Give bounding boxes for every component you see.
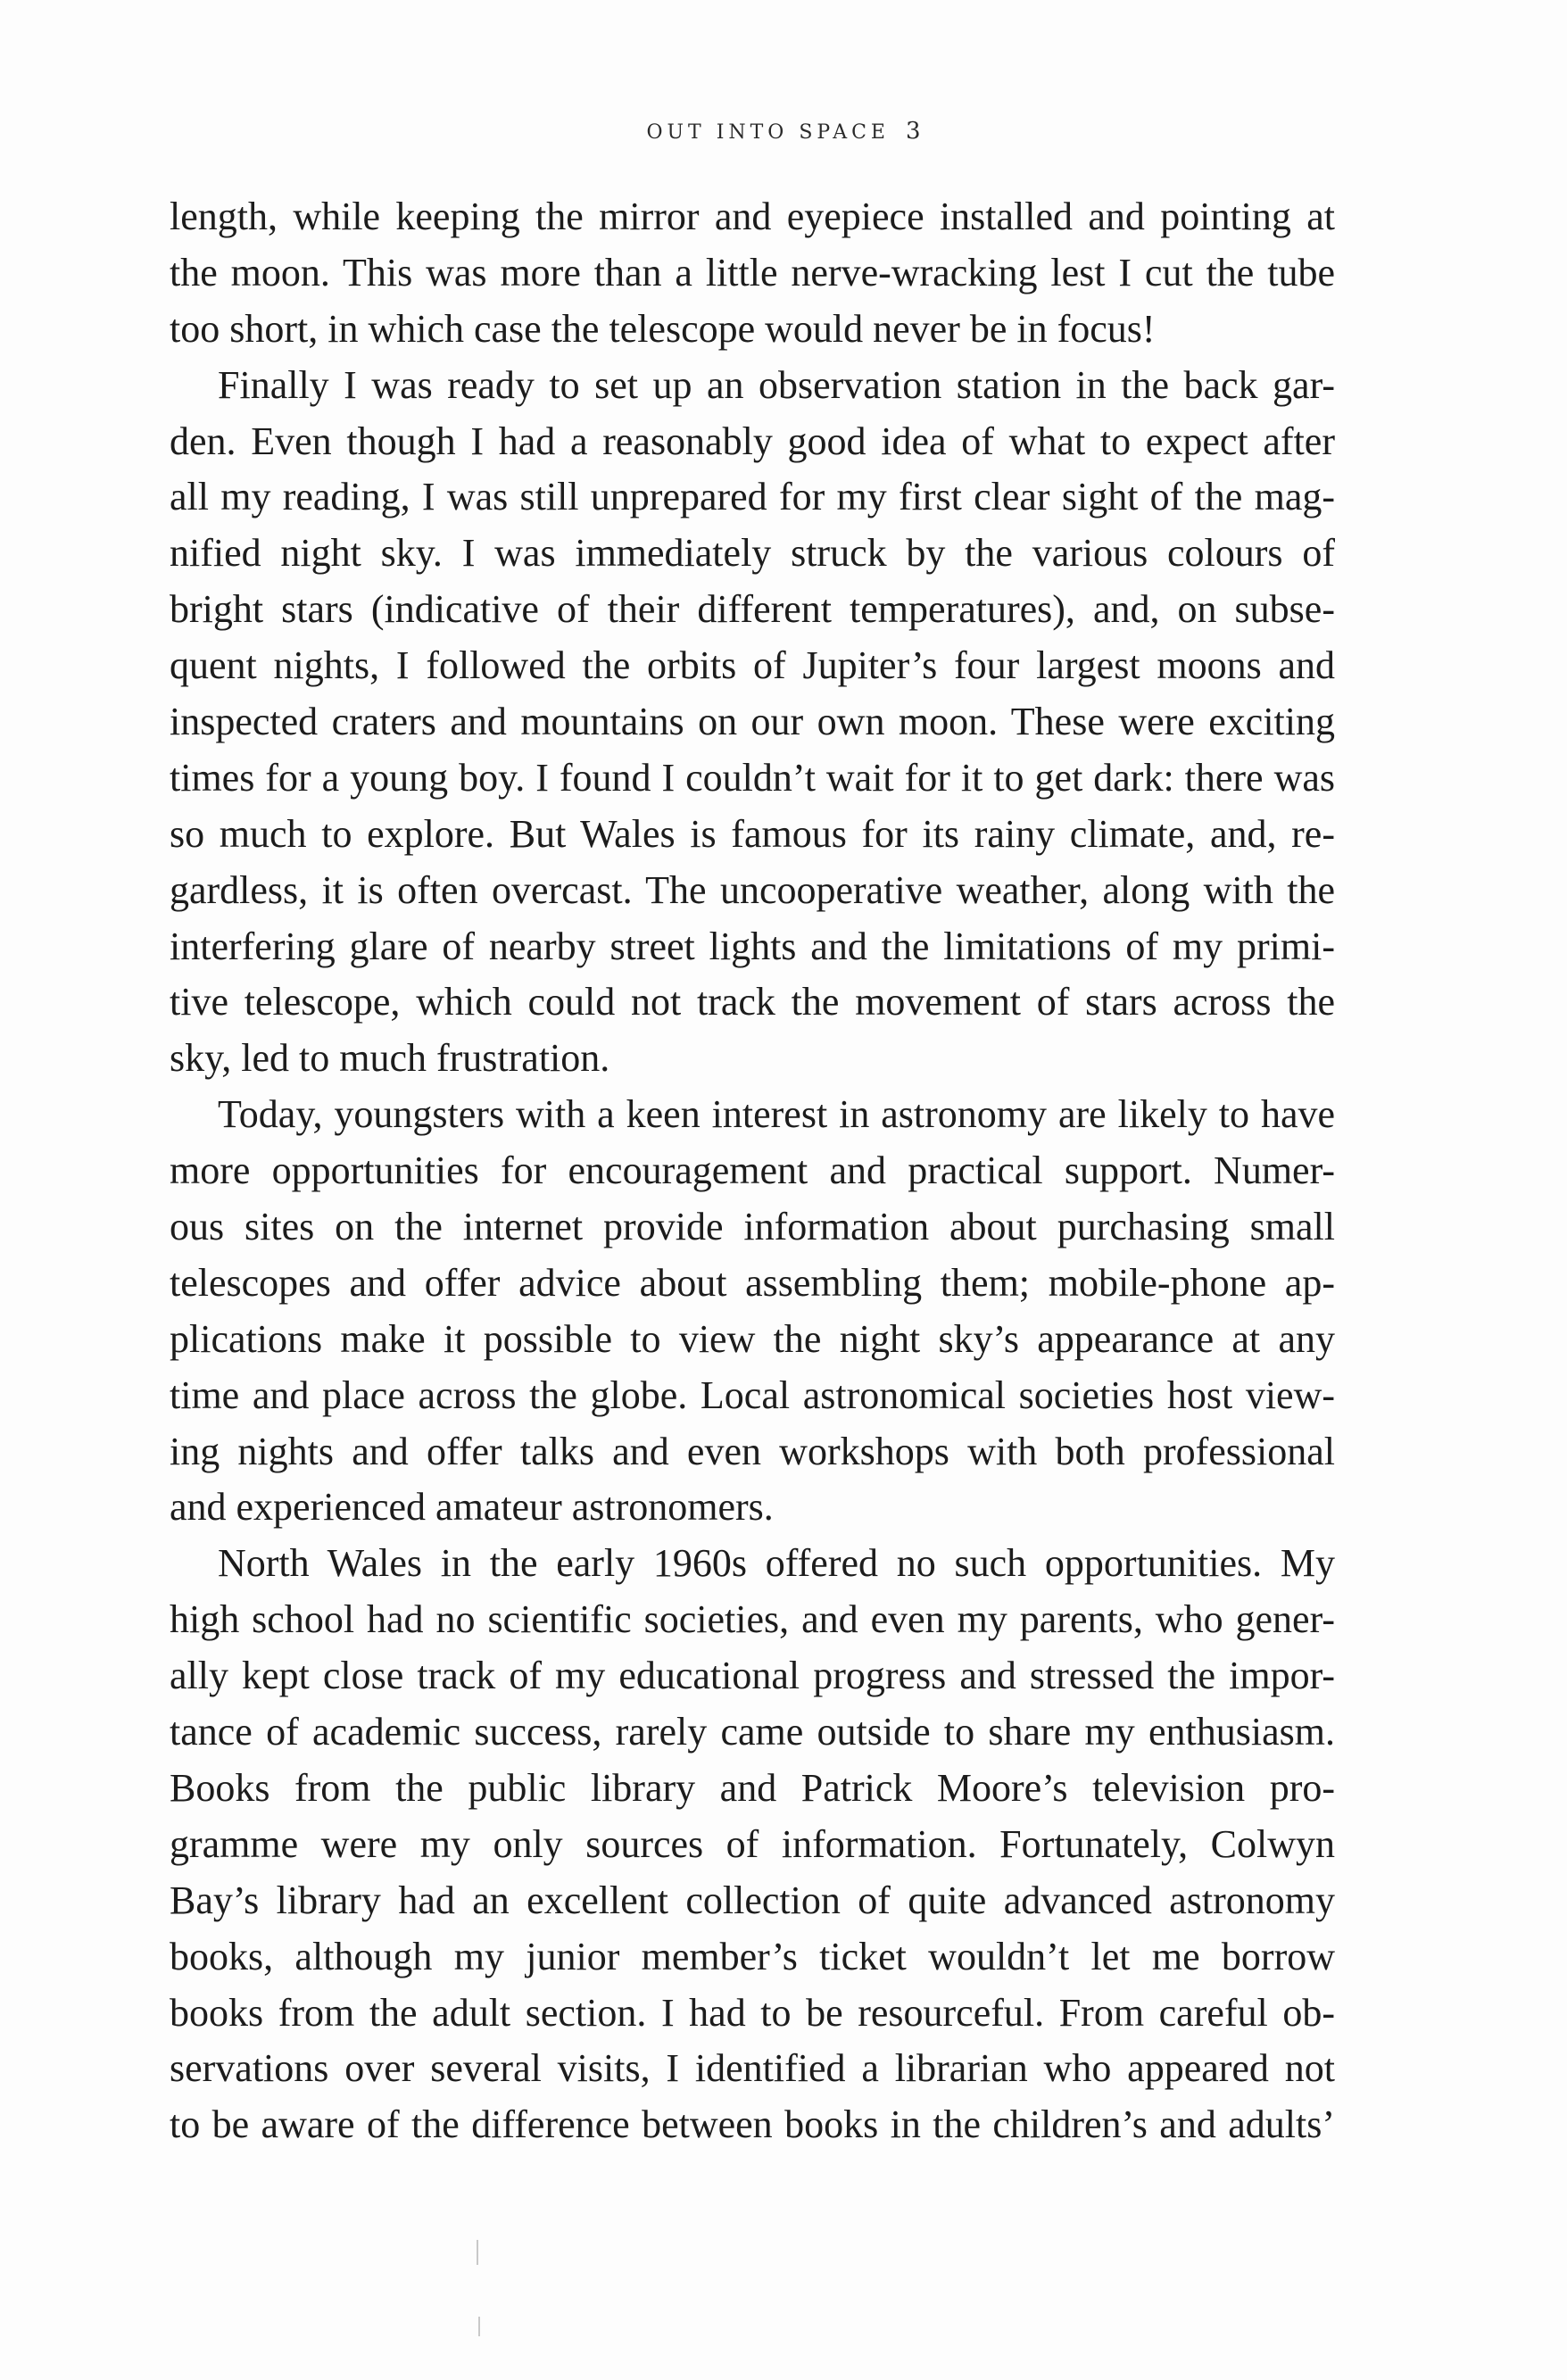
text-line: Finally I was ready to set up an observation station in the back gar-	[218, 362, 1335, 407]
text-line: gramme were my only sources of information. Fortunately, Colwyn	[170, 1821, 1335, 1866]
text-line: time and place across the globe. Local astronomical societies host view-	[170, 1372, 1335, 1417]
text-line: ally kept close track of my educational progress and stressed the impor-	[170, 1654, 1335, 1698]
text-line: sky, led to much frustration.	[170, 1036, 610, 1081]
text-line: gardless, it is often overcast. The uncooperative weather, along with the	[170, 867, 1335, 912]
scan-artifact-line	[478, 2317, 480, 2336]
text-line: interfering glare of nearby street lights and the limitations of my primi-	[170, 924, 1335, 968]
text-line: so much to explore. But Wales is famous for its rainy climate, and, re-	[170, 811, 1335, 856]
text-line: quent nights, I followed the orbits of Jupiter’s four largest moons and	[170, 643, 1335, 688]
text-line: books from the adult section. I had to be resourceful. From careful ob-	[170, 1990, 1335, 2035]
text-line: den. Even though I had a reasonably good idea of what to expect after	[170, 419, 1335, 463]
text-line: bright stars (indicative of their different temperatures), and, on subse-	[170, 587, 1335, 632]
text-line: Today, youngsters with a keen interest in astronomy are likely to have	[218, 1092, 1335, 1137]
text-line: books, although my junior member’s ticket wouldn’t let me borrow	[170, 1934, 1335, 1978]
text-line: tance of academic success, rarely came outside to share my enthusiasm.	[170, 1710, 1335, 1754]
text-line: plications make it possible to view the night sky’s appearance at any	[170, 1316, 1335, 1361]
scan-artifact-line	[477, 2240, 478, 2265]
text-line: nified night sky. I was immediately struck by the various colours of	[170, 531, 1335, 576]
text-line: ing nights and offer talks and even workshops with both professional	[170, 1429, 1335, 1473]
text-line: too short, in which case the telescope would never be in focus!	[170, 306, 1156, 351]
text-line: North Wales in the early 1960s offered no such opportunities. My	[218, 1541, 1335, 1586]
text-line: tive telescope, which could not track the movement of stars across the	[170, 980, 1335, 1024]
body-text	[170, 189, 1335, 2153]
text-line: high school had no scientific societies, and even my parents, who gener-	[170, 1597, 1335, 1642]
text-line: times for a young boy. I found I couldn’t wait for it to get dark: there was	[170, 755, 1335, 800]
text-line: all my reading, I was still unprepared for my first clear sight of the mag-	[170, 475, 1335, 519]
text-line: ous sites on the internet provide information about purchasing small	[170, 1205, 1335, 1249]
text-line: length, while keeping the mirror and eyepiece installed and pointing at	[170, 195, 1335, 238]
text-line: more opportunities for encouragement and practical support. Numer-	[170, 1149, 1335, 1193]
text-line: inspected craters and mountains on our own moon. These were exciting	[170, 700, 1335, 744]
text-line: Books from the public library and Patrick Moore’s television pro-	[170, 1765, 1335, 1810]
text-line: to be aware of the difference between books in the children’s and adults’	[170, 2102, 1335, 2147]
text-line: the moon. This was more than a little nerve-wracking lest I cut the tube	[170, 250, 1335, 294]
text-line: and experienced amateur astronomers.	[170, 1485, 774, 1530]
running-head	[0, 118, 1567, 145]
text-line: telescopes and offer advice about assembling them; mobile-phone ap-	[170, 1260, 1335, 1305]
text-line: servations over several visits, I identified a librarian who appeared not	[170, 2046, 1335, 2091]
text-line: Bay’s library had an excellent collection of quite advanced astronomy	[170, 1878, 1335, 1922]
running-title: OUT INTO SPACE	[646, 121, 890, 144]
page-number: 3	[905, 118, 921, 145]
